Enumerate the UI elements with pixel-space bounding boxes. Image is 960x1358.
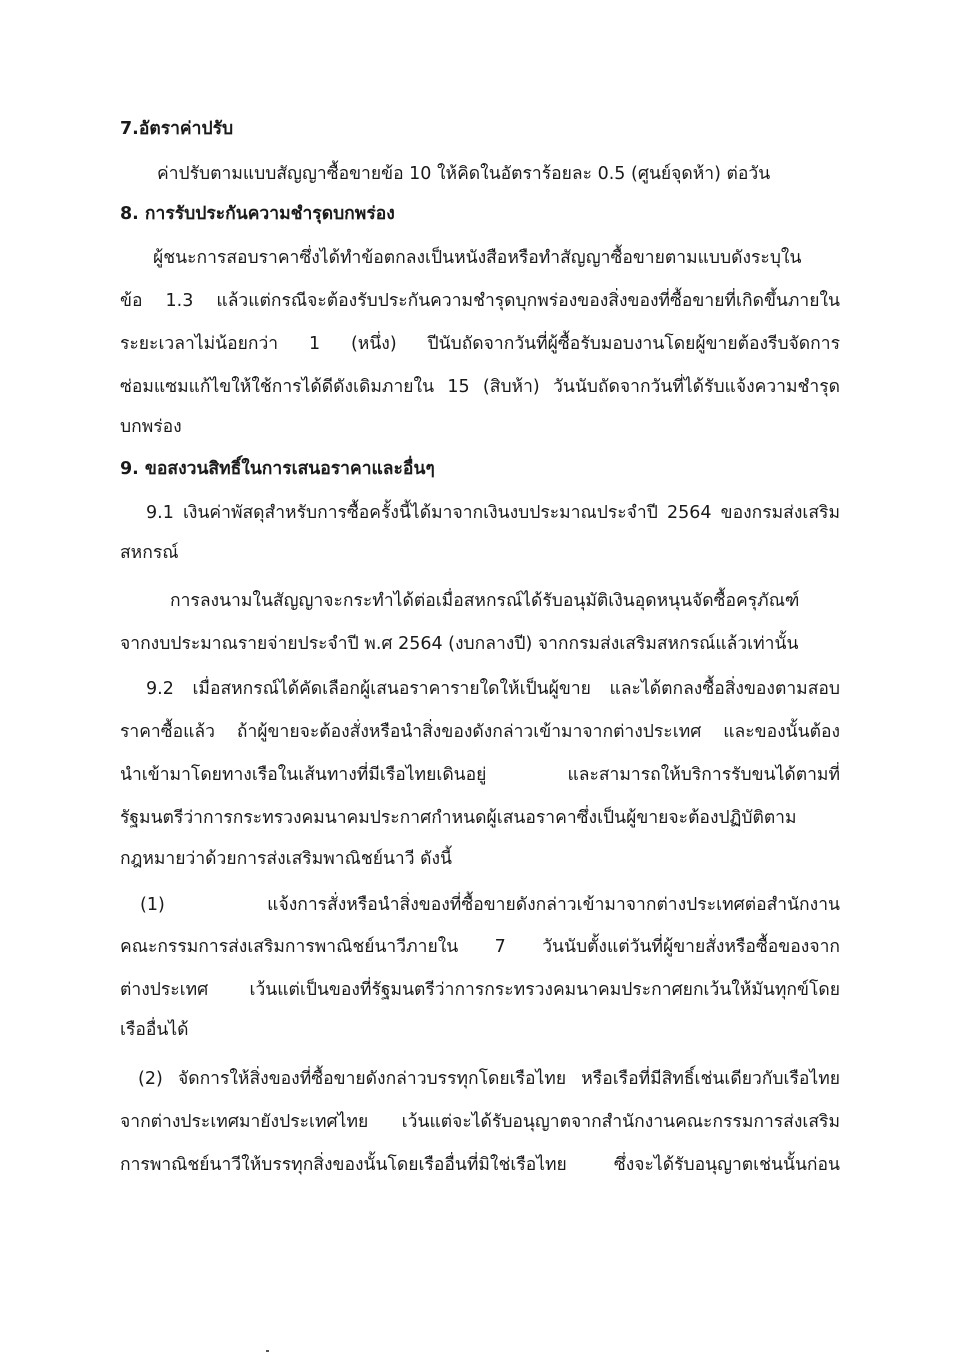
- paragraph-line: รัฐมนตรีว่าการกระทรวงคมนาคมประกาศกำหนดผู้เสนอราคาซึ่งเป็นผู้ขายจะต้องปฏิบัติตาม: [120, 808, 797, 828]
- paragraph-line: 9.1 เงินค่าพัสดุสำหรับการซื้อครั้งนี้ได้มาจากเงินงบประมาณประจำปี 2564 ของกรมส่งเสริม: [146, 503, 840, 523]
- paragraph-line: การพาณิชย์นาวีให้บรรทุกสิ่งของนั้นโดยเรืออื่นที่มิใช่เรือไทย ซึ่งจะได้รับอนุญาตเช่นนั้นก่อน: [120, 1155, 840, 1175]
- paragraph-line: ต่างประเทศ เว้นแต่เป็นของที่รัฐมนตรีว่าการกระทรวงคมนาคมประกาศยกเว้นให้มันทุกข์โดย: [120, 980, 840, 1000]
- paragraph-line: กฎหมายว่าด้วยการส่งเสริมพาณิชย์นาวี ดังนี้: [120, 849, 453, 869]
- heading-reservation-of-rights: 9. ขอสงวนสิทธิ์ในการเสนอราคาและอื่นๆ: [120, 459, 435, 479]
- heading-penalty-rate: 7.อัตราค่าปรับ: [120, 119, 234, 139]
- heading-warranty: 8. การรับประกันความชำรุดบกพร่อง: [120, 204, 395, 224]
- paragraph-line: ค่าปรับตามแบบสัญญาซื้อขายข้อ 10 ให้คิดในอัตราร้อยละ 0.5 (ศูนย์จุดห้า) ต่อวัน: [157, 164, 771, 184]
- paragraph-line: จากต่างประเทศมายังประเทศไทย เว้นแต่จะได้รับอนุญาตจากสำนักงานคณะกรรมการส่งเสริม: [120, 1112, 840, 1132]
- paragraph-line: จากงบประมาณรายจ่ายประจำปี พ.ศ 2564 (งบกลางปี) จากกรมส่งเสริมสหกรณ์แล้วเท่านั้น: [120, 634, 799, 654]
- paragraph-line: เรืออื่นได้: [120, 1020, 189, 1040]
- paragraph-line: การลงนามในสัญญาจะกระทำได้ต่อเมื่อสหกรณ์ได้รับอนุมัติเงินอุดหนุนจัดซื้อครุภัณฑ์: [170, 591, 800, 611]
- paragraph-line: 9.2 เมื่อสหกรณ์ได้คัดเลือกผู้เสนอราคารายใดให้เป็นผู้ขาย และได้ตกลงซื้อสิ่งของตามสอบ: [146, 679, 840, 699]
- scan-speck: [266, 1350, 269, 1352]
- paragraph-line: ข้อ 1.3 แล้วแต่กรณีจะต้องรับประกันความชำรุดบุกพร่องของสิ่งของที่ซื้อขายที่เกิดขึ้นภายใน: [120, 291, 840, 311]
- paragraph-line: สหกรณ์: [120, 543, 179, 563]
- paragraph-line: (2) จัดการให้สิ่งของที่ซื้อขายดังกล่าวบรรทุกโดยเรือไทย หรือเรือที่มีสิทธิ์เช่นเดียวกับเรือไทย: [138, 1069, 840, 1089]
- paragraph-line: บกพร่อง: [120, 417, 182, 437]
- paragraph-line: นำเข้ามาโดยทางเรือในเส้นทางที่มีเรือไทยเดินอยู่ และสามารถให้บริการรับขนได้ตามที่: [120, 765, 840, 785]
- paragraph-line: ซ่อมแซมแก้ไขให้ใช้การได้ดีดังเดิมภายใน 15 (สิบห้า) วันนับถัดจากวันที่ได้รับแจ้งความชำรุด: [120, 377, 840, 397]
- paragraph-line: ระยะเวลาไม่น้อยกว่า 1 (หนึ่ง) ปีนับถัดจากวันที่ผู้ซื้อรับมอบงานโดยผู้ขายต้องรีบจัดการ: [120, 334, 840, 354]
- paragraph-line: (1) แจ้งการสั่งหรือนำสิ่งของที่ซื้อขายดังกล่าวเข้ามาจากต่างประเทศต่อสำนักงาน: [140, 895, 840, 915]
- paragraph-line: คณะกรรมการส่งเสริมการพาณิชย์นาวีภายใน 7 วันนับตั้งแต่วันที่ผู้ขายสั่งหรือซื้อของจาก: [120, 937, 840, 957]
- paragraph-line: ผู้ชนะการสอบราคาซึ่งได้ทำข้อตกลงเป็นหนังสือหรือทำสัญญาซื้อขายตามแบบดังระบุใน: [153, 248, 802, 268]
- paragraph-line: ราคาซื้อแล้ว ถ้าผู้ขายจะต้องสั่งหรือนำสิ่งของดังกล่าวเข้ามาจากต่างประเทศ และของนั้นต้อง: [120, 722, 840, 742]
